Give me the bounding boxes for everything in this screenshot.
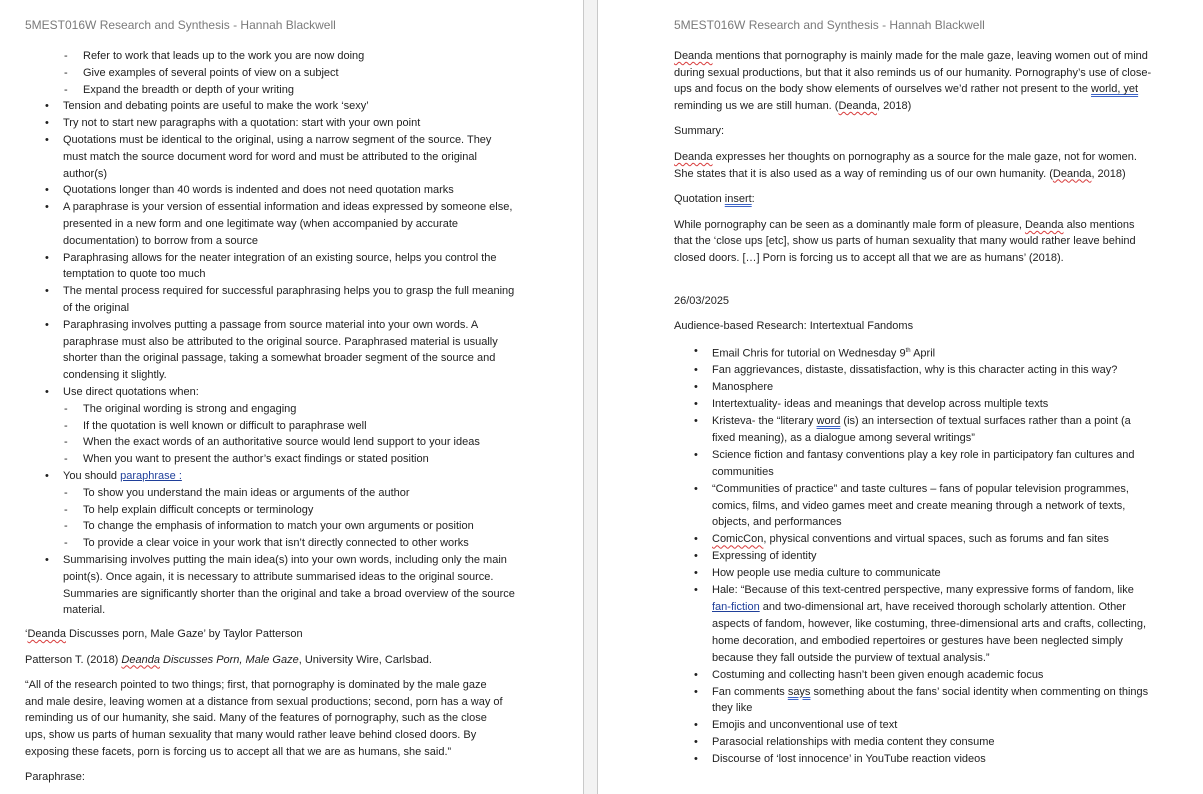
list-item: • Parasocial relationships with media content they consume <box>674 734 1154 751</box>
spelling-flag[interactable]: Deanda <box>674 150 713 163</box>
spelling-flag[interactable]: Deanda <box>121 653 160 666</box>
list-item: - To change the emphasis of information to match your own arguments or position <box>25 518 515 535</box>
list-item: • Costuming and collecting hasn’t been given enough academic focus <box>674 667 1154 684</box>
list-item <box>25 468 515 485</box>
list-item: • “Communities of practice” and taste cultures – fans of popular television programmes, comics, films, and video games meet and create meaning through a network of texts, objects, and performances <box>674 481 1154 532</box>
text-run: , University Wire, Carlsbad. <box>298 653 432 666</box>
section-heading: Audience-based Research: Intertextual Fandoms <box>674 320 914 333</box>
text-run: (is) an intersection of textual surfaces rather than a point (a fixed meaning), as a dialogue among several writings” <box>712 415 1131 444</box>
text-run: : <box>751 193 755 206</box>
spelling-flag[interactable]: Deanda <box>1052 167 1092 180</box>
research-notes-list <box>674 343 1154 768</box>
list-item: • Quotations longer than 40 words is indented and does not need quotation marks <box>25 182 515 199</box>
spelling-flag[interactable]: Deanda <box>674 50 713 62</box>
text-run: ‘ <box>25 628 28 641</box>
list-item: • How people use media culture to communicate <box>674 565 1154 582</box>
text-run: something about the fans’ social identity when commenting on things they like <box>712 685 1149 715</box>
grammar-flag[interactable]: says <box>787 685 811 698</box>
list-item: - Give examples of several points of view on a subject <box>25 65 515 82</box>
list-item <box>674 531 1154 548</box>
list-item: • Summarising involves putting the main idea(s) into your own words, including only the main point(s). Once again, it is necessary to attribute summarised ideas to the original source. Summaries are significantly shorter than the original and take a broad overview of the source material. <box>25 552 515 619</box>
text-run: Discusses Porn, Male Gaze <box>159 653 299 666</box>
list-item: - To show you understand the main ideas or arguments of the author <box>25 485 515 502</box>
list-item: - When you want to present the author’s exact findings or stated position <box>25 451 515 468</box>
text-run: expresses her thoughts on pornography as a source for the male gaze, not for women. She states that it is also used as a way of reminding us of our own humanity. ( <box>674 150 1137 180</box>
page-header: 5MEST016W Research and Synthesis - Hannah Blackwell <box>674 18 985 32</box>
list-item: • Fan aggrievances, distaste, dissatisfaction, why is this character acting in this way? <box>674 362 1154 379</box>
list-item <box>674 582 1154 667</box>
list-item: • Quotations must be identical to the original, using a narrow segment of the source. They must match the source document word for word and must be attributed to the original author(s) <box>25 132 515 182</box>
text-run: , 2018) <box>1091 167 1126 180</box>
reference-line <box>25 652 507 669</box>
text-run: While pornography can be seen as a dominantly male form of pleasure, <box>674 218 1025 231</box>
text-run: also mentions that the ‘close ups [etc], show us parts of human sexuality that many would rather leave behind closed doors. […] Porn is forcing us to accept all that we are as humans’ (2018). <box>674 218 1136 264</box>
spelling-flag[interactable]: Deanda <box>838 99 878 112</box>
text-run: mentions that pornography is mainly made for the male gaze, leaving women out of mind during sexual productions, but that it also reminds us of our humanity. Pornography’s use of close-ups and focus on the body show elements of ourselves we’d rather not present to the <box>674 50 1152 96</box>
text-run: Fan comments <box>712 685 788 698</box>
grammar-flag[interactable]: insert <box>724 193 752 206</box>
paraphrase-label: Paraphrase: <box>25 771 85 784</box>
text-run: Patterson T. (2018) <box>25 653 122 666</box>
list-item: - The original wording is strong and engaging <box>25 401 515 418</box>
text-run: and two-dimensional art, have received thorough scholarly attention. Other aspects of fandom, however, like costuming, three-dimensional arts and crafts, collecting, home decoration, and embodied repertoires or gestures have been neglected simply because they fall outside the purview of textual analysis.” <box>712 600 1147 664</box>
text-run: reminding us we are still human. ( <box>674 99 839 112</box>
text-run: , physical conventions and virtual spaces, such as forums and fan sites <box>763 533 1109 546</box>
page-gutter <box>583 0 598 794</box>
text-run: , 2018) <box>877 99 912 112</box>
paraphrase-link[interactable]: paraphrase : <box>120 469 182 482</box>
list-item: • Tension and debating points are useful to make the work ‘sexy’ <box>25 98 515 115</box>
text-run: April <box>910 347 936 360</box>
list-item-text: You should <box>63 469 118 482</box>
list-item: • Paraphrasing allows for the neater integration of an existing source, helps you control the temptation to quote too much <box>25 250 515 284</box>
quotation-paragraph <box>674 217 1154 267</box>
document-page-left[interactable] <box>0 0 583 794</box>
page-header: 5MEST016W Research and Synthesis - Hannah Blackwell <box>25 18 336 32</box>
source-title <box>25 626 507 643</box>
text-run: Hale: “Because of this text-centred perspective, many expressive forms of fandom, like <box>712 584 1134 597</box>
superscript: th <box>905 347 911 354</box>
list-item: - To help explain difficult concepts or terminology <box>25 502 515 519</box>
list-item: • Discourse of ‘lost innocence’ in YouTube reaction videos <box>674 751 1154 768</box>
summary-label: Summary: <box>674 125 725 138</box>
paraphrase-paragraph <box>674 48 1154 114</box>
entry-date: 26/03/2025 <box>674 294 730 307</box>
document-page-right[interactable] <box>598 0 1203 794</box>
spelling-flag[interactable]: Deanda <box>1024 218 1064 231</box>
text-run: Email Chris for tutorial on Wednesday 9 <box>712 347 906 360</box>
spelling-flag[interactable]: ComicCon <box>712 533 764 546</box>
list-item <box>674 684 1154 718</box>
list-item: - Refer to work that leads up to the work you are now doing <box>25 48 515 65</box>
summary-paragraph <box>674 149 1154 182</box>
list-item: • A paraphrase is your version of essential information and ideas expressed by someone else, presented in a new form and one legitimate way (when accompanied by accurate documentation) to borrow from a source <box>25 199 515 249</box>
list-item: • Intertextuality- ideas and meanings that develop across multiple texts <box>674 396 1154 413</box>
list-item: - If the quotation is well known or difficult to paraphrase well <box>25 418 515 435</box>
list-item: • Science fiction and fantasy conventions play a key role in participatory fan cultures and communities <box>674 447 1154 481</box>
list-item: • Expressing of identity <box>674 548 1154 565</box>
spelling-flag[interactable]: Deanda <box>27 628 66 641</box>
quote-paragraph: “All of the research pointed to two things; first, that pornography is dominated by the male gaze and male desire, leaving women at a distance from sexual productions; second, porn has a way of reminding us of our humanity, she said. Many of the features of pornography, such as the close ups, show us parts of human sexuality that many would rather leave behind closed doors. By exposing these facets, porn is forcing us to accept all that we are as humans, she said.” <box>25 679 503 758</box>
list-item: • Use direct quotations when: <box>25 384 515 401</box>
list-item <box>674 343 1154 363</box>
notes-list <box>25 48 515 619</box>
list-item: • The mental process required for successful paraphrasing helps you to grasp the full meaning of the original <box>25 283 515 317</box>
fan-fiction-link[interactable]: fan-fiction <box>712 600 760 613</box>
list-item: - Expand the breadth or depth of your writing <box>25 82 515 99</box>
text-run: Kristeva- the “literary <box>712 415 817 427</box>
list-item: - To provide a clear voice in your work that isn’t directly connected to other works <box>25 535 515 552</box>
grammar-flag[interactable]: word <box>816 415 841 427</box>
list-item: • Try not to start new paragraphs with a quotation: start with your own point <box>25 115 515 132</box>
list-item <box>674 413 1154 447</box>
text-run: Quotation <box>674 193 725 206</box>
grammar-flag[interactable]: world, yet <box>1091 83 1139 96</box>
list-item: - When the exact words of an authoritative source would lend support to your ideas <box>25 434 515 451</box>
list-item: • Paraphrasing involves putting a passage from source material into your own words. A paraphrase must also be attributed to the original source. Paraphrased material is usually shorter than the original passage, taking a somewhat broader segment of the source and condensing it slightly. <box>25 317 515 384</box>
text-run: Discusses porn, Male Gaze’ by Taylor Patterson <box>66 628 303 641</box>
quotation-insert-label <box>674 191 1154 208</box>
list-item: • Manosphere <box>674 379 1154 396</box>
list-item: • Emojis and unconventional use of text <box>674 717 1154 734</box>
